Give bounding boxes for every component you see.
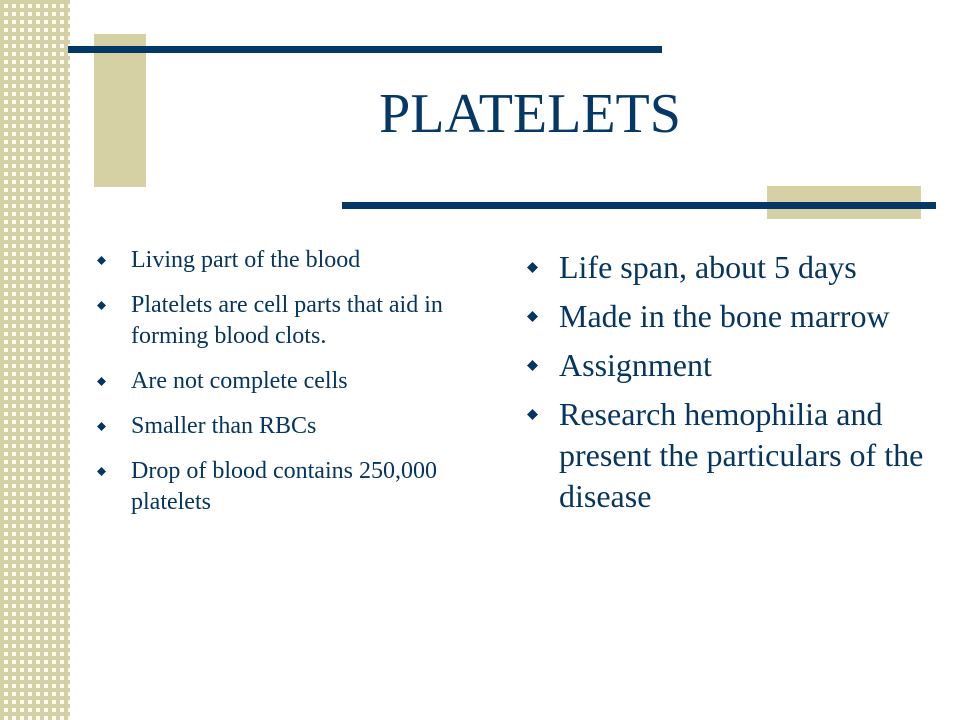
bullet-text: Smaller than RBCs (131, 413, 317, 439)
bullet-text: Assignment (559, 347, 712, 383)
decorative-rule-bottom (342, 202, 936, 209)
list-item (97, 366, 487, 397)
slide-title: PLATELETS (379, 83, 681, 145)
diamond-bullet-icon (97, 422, 106, 431)
list-item (527, 345, 927, 386)
bullet-text: Research hemophilia and present the particulars of the disease (559, 396, 924, 514)
bullet-text: Living part of the blood (131, 247, 361, 273)
diamond-bullet-icon (527, 311, 538, 322)
list-item (97, 245, 487, 276)
bullet-text: Life span, about 5 days (559, 249, 857, 285)
list-item (97, 290, 487, 352)
list-item (97, 456, 487, 518)
list-item (527, 394, 927, 517)
bullet-text: Are not complete cells (131, 368, 348, 394)
diamond-bullet-icon (97, 467, 106, 476)
diamond-bullet-icon (97, 301, 106, 310)
left-bullet-list (97, 245, 487, 532)
decorative-stripe-band (0, 0, 70, 720)
list-item (527, 247, 927, 288)
diamond-bullet-icon (527, 360, 538, 371)
decorative-tan-block-left (94, 34, 146, 187)
list-item (97, 411, 487, 442)
right-bullet-list (527, 247, 927, 525)
bullet-text: Drop of blood contains 250,000 platelets (131, 458, 437, 515)
decorative-rule-top (68, 46, 662, 53)
diamond-bullet-icon (527, 262, 538, 273)
diamond-bullet-icon (97, 377, 106, 386)
bullet-text: Made in the bone marrow (559, 298, 890, 334)
list-item (527, 296, 927, 337)
diamond-bullet-icon (527, 409, 538, 420)
diamond-bullet-icon (97, 256, 106, 265)
bullet-text: Platelets are cell parts that aid in forming blood clots. (131, 292, 443, 349)
